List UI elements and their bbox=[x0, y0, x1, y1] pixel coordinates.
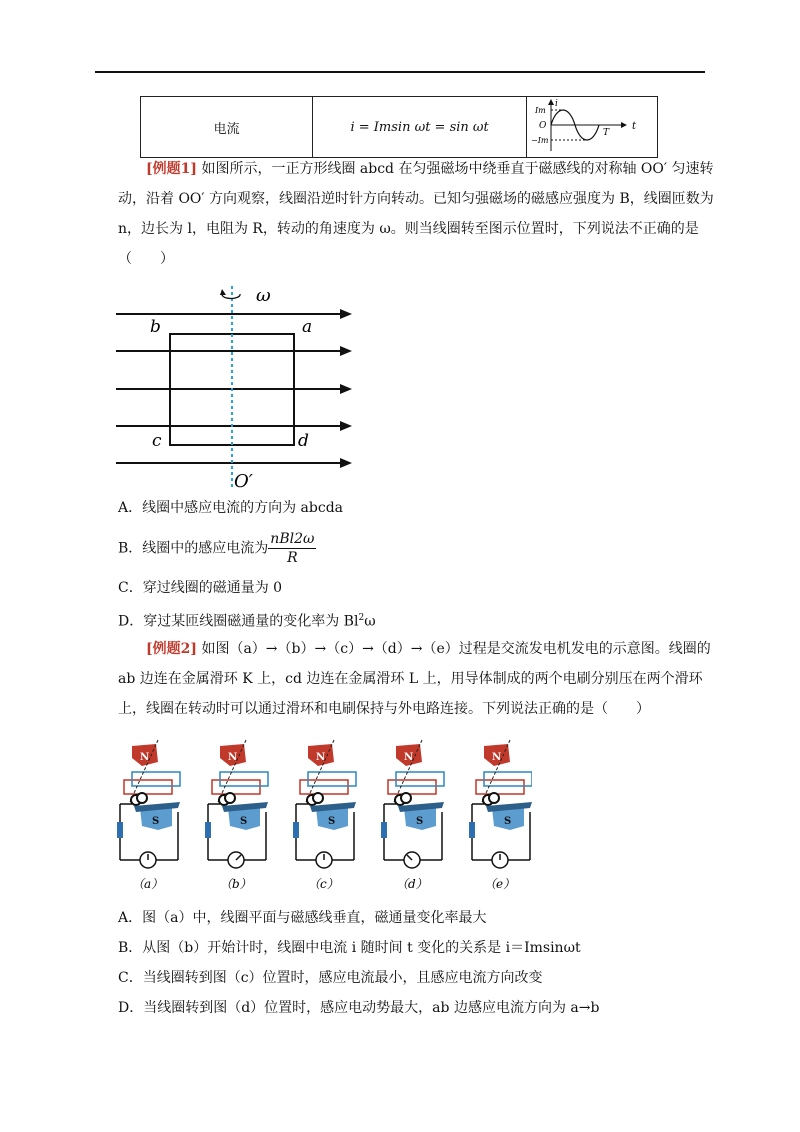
table-formula: i = Imsin ωt = sin ωt bbox=[313, 97, 527, 158]
panel-label-d: （d） bbox=[396, 877, 428, 891]
panel-a-south: S bbox=[152, 816, 160, 827]
label-o-prime: O′ bbox=[234, 471, 253, 492]
example1-option-a: A．线圈中感应电流的方向为 abcda bbox=[118, 500, 344, 516]
table-graph bbox=[527, 97, 658, 158]
graph-peak: Im bbox=[535, 106, 546, 115]
current-table bbox=[140, 96, 658, 158]
label-b: b bbox=[150, 317, 161, 337]
field-arrows bbox=[340, 309, 352, 468]
graph-period: T bbox=[603, 128, 610, 138]
panel-c-north: N bbox=[316, 752, 326, 763]
example2-stem bbox=[118, 634, 718, 724]
panel-d-south: S bbox=[416, 816, 424, 827]
panel-b bbox=[205, 740, 268, 868]
graph-axis-t: t bbox=[632, 121, 637, 132]
header-rule bbox=[95, 71, 705, 73]
panel-label-e: （e） bbox=[484, 877, 516, 891]
example1-option-c: C．穿过线圈的磁通量为 0 bbox=[118, 580, 283, 596]
example2-option-d: D．当线圈转到图（d）位置时，感应电动势最大，ab 边感应电流方向为 a→b bbox=[118, 1000, 600, 1016]
example2-option-b: B．从图（b）开始计时，线圈中电流 i 随时间 t 变化的关系是 i＝Imsinωt bbox=[118, 940, 581, 956]
generator-figures bbox=[112, 730, 532, 895]
example2-tag: [例题2] bbox=[146, 641, 197, 657]
fraction-denominator: R bbox=[287, 550, 298, 566]
label-d: d bbox=[298, 431, 309, 451]
example1-stem bbox=[118, 154, 718, 274]
panel-a bbox=[117, 740, 180, 868]
example1-tag: [例题1] bbox=[146, 161, 197, 177]
panel-e bbox=[469, 740, 532, 868]
panel-e-north: N bbox=[492, 752, 502, 763]
table-label: 电流 bbox=[141, 97, 313, 158]
example2-option-c: C．当线圈转到图（c）位置时，感应电流最小，且感应电流方向改变 bbox=[118, 970, 543, 986]
example1-text: 如图所示，一正方形线圈 abcd 在匀强磁场中绕垂直于磁感线的对称轴 OO′ 匀速转动，沿着 OO′ 方向观察，线圈沿逆时针方向转动。已知匀强磁场的磁感应强度为 B，线圈匝数为 n，边长为 l，电阻为 R，转动的角速度为 ω。则当线圈转至图示位置时，下列说法不正确的是（ ） bbox=[118, 161, 714, 267]
panel-d bbox=[381, 740, 444, 868]
panel-label-c: （c） bbox=[308, 877, 339, 891]
panel-b-south: S bbox=[240, 816, 248, 827]
example2-option-a: A．图（a）中，线圈平面与磁感线垂直，磁通量变化率最大 bbox=[118, 910, 487, 926]
panel-a-north: N bbox=[140, 752, 150, 763]
example1-option-d: D．穿过某匝线圈磁通量的变化率为 Bl$^2$ω bbox=[118, 613, 376, 630]
panel-label-a: （a） bbox=[132, 877, 164, 891]
graph-peak-neg: −Im bbox=[531, 136, 549, 145]
graph-origin: O bbox=[539, 121, 547, 131]
panel-e-south: S bbox=[504, 816, 512, 827]
label-c: c bbox=[152, 431, 162, 451]
graph-axis-i: i bbox=[555, 99, 558, 109]
sine-graph bbox=[529, 97, 655, 153]
label-a: a bbox=[302, 317, 313, 337]
panel-d-north: N bbox=[404, 752, 414, 763]
fraction-numerator: nBl2ω bbox=[270, 531, 315, 547]
example1-figure bbox=[110, 282, 370, 492]
panel-c bbox=[293, 740, 356, 868]
example1-option-b: B．线圈中的感应电流为 $\frac{\text{nBl2ω}}{R}$ bbox=[118, 531, 315, 566]
panel-label-b: （b） bbox=[220, 877, 252, 891]
label-omega: ω bbox=[256, 285, 271, 306]
panel-c-south: S bbox=[328, 816, 336, 827]
panel-b-north: N bbox=[228, 752, 238, 763]
example2-text: 如图（a）→（b）→（c）→（d）→（e）过程是交流发电机发电的示意图。线圈的 ab 边连在金属滑环 K 上，cd 边连在金属滑环 L 上，用导体制成的两个电刷分别压在两个滑环上，线圈在转动时可以通过滑环和电刷保持与外电路连接。下列说法正确的是（ ） bbox=[118, 641, 711, 717]
current-fraction bbox=[268, 530, 316, 567]
